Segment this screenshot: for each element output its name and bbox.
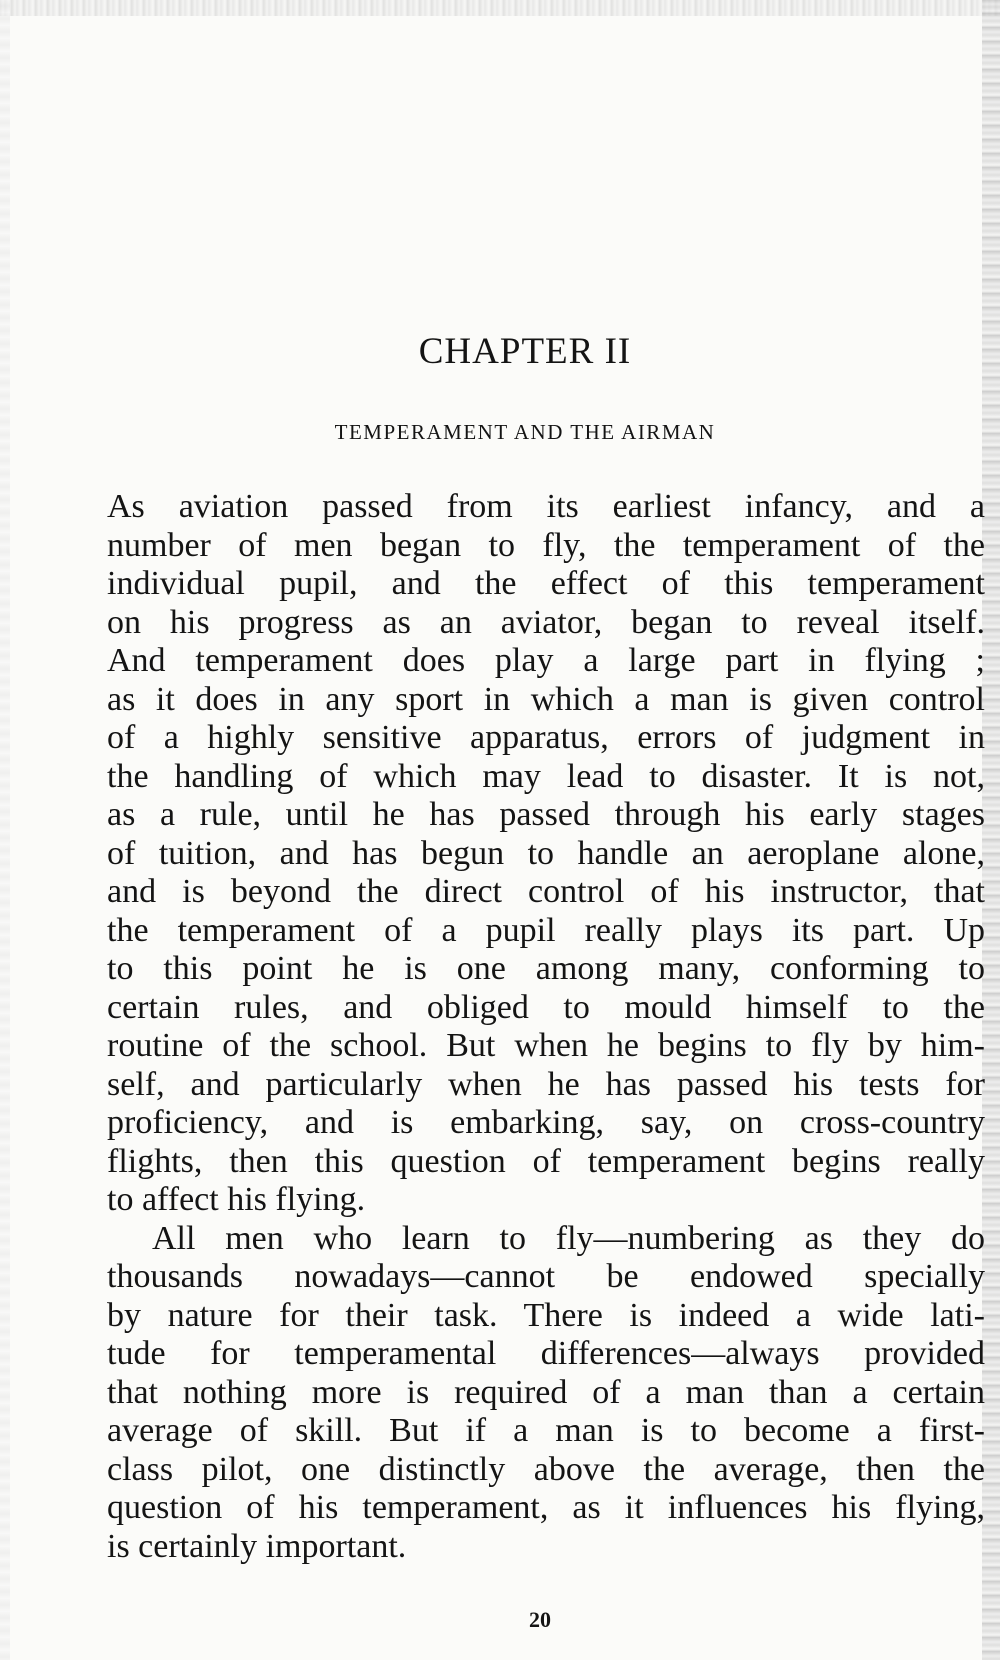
text-line: certain rules, and obliged to mould himself to the — [107, 988, 985, 1026]
paragraph-1 — [107, 488, 985, 1220]
text-line: the handling of which may lead to disaster. It is not, — [107, 757, 985, 795]
text-line: class pilot, one distinctly above the average, then the — [107, 1450, 985, 1488]
text-line: by nature for their task. There is indeed a wide lati- — [107, 1296, 985, 1334]
chapter-heading: CHAPTER II — [418, 331, 632, 372]
text-line: routine of the school. But when he begins to fly by him- — [107, 1027, 985, 1064]
text-line: As aviation passed from its earliest infancy, and a — [107, 488, 985, 525]
text-line: of tuition, and has begun to handle an aeroplane alone, — [107, 834, 985, 872]
text-line: question of his temperament, as it influences his flying, — [107, 1489, 985, 1526]
text-line: to affect his flying. — [107, 1181, 366, 1218]
paragraph-2 — [107, 1220, 985, 1567]
text-line: tude for temperamental differences—always provided — [107, 1335, 985, 1372]
text-line: on his progress as an aviator, began to reveal itself. — [107, 603, 985, 641]
text-line: and is beyond the direct control of his instructor, that — [107, 873, 985, 910]
chapter-title: TEMPERAMENT AND THE AIRMAN — [334, 420, 716, 444]
text-line: self, and particularly when he has passed his tests for — [107, 1065, 985, 1103]
text-line: as it does in any sport in which a man is given control — [107, 680, 985, 718]
text-line: as a rule, until he has passed through his early stages — [107, 796, 985, 833]
page-number: 20 — [529, 1607, 551, 1632]
text-line: proficiency, and is embarking, say, on cross-country — [107, 1104, 985, 1141]
text-line: thousands nowadays—cannot be endowed specially — [107, 1258, 985, 1295]
text-line: that nothing more is required of a man than a certain — [107, 1373, 985, 1411]
text-line: average of skill. But if a man is to become a first- — [107, 1412, 985, 1449]
scan-edge-left — [0, 0, 10, 1660]
text-line: All men who learn to fly—numbering as they do — [152, 1219, 985, 1257]
text-line: the temperament of a pupil really plays its part. Up — [107, 911, 985, 949]
text-line: of a highly sensitive apparatus, errors of judgment in — [107, 719, 985, 756]
text-line: And temperament does play a large part in flying ; — [107, 642, 985, 679]
text-line: is certainly important. — [107, 1527, 407, 1565]
text-line: individual pupil, and the effect of this temperament — [107, 565, 985, 602]
text-line: to this point he is one among many, conforming to — [107, 950, 985, 987]
scan-edge-top — [0, 0, 1000, 16]
text-line: flights, then this question of temperament begins really — [107, 1142, 985, 1180]
text-line: number of men began to fly, the temperament of the — [107, 526, 985, 564]
chapter-body — [107, 488, 985, 1566]
